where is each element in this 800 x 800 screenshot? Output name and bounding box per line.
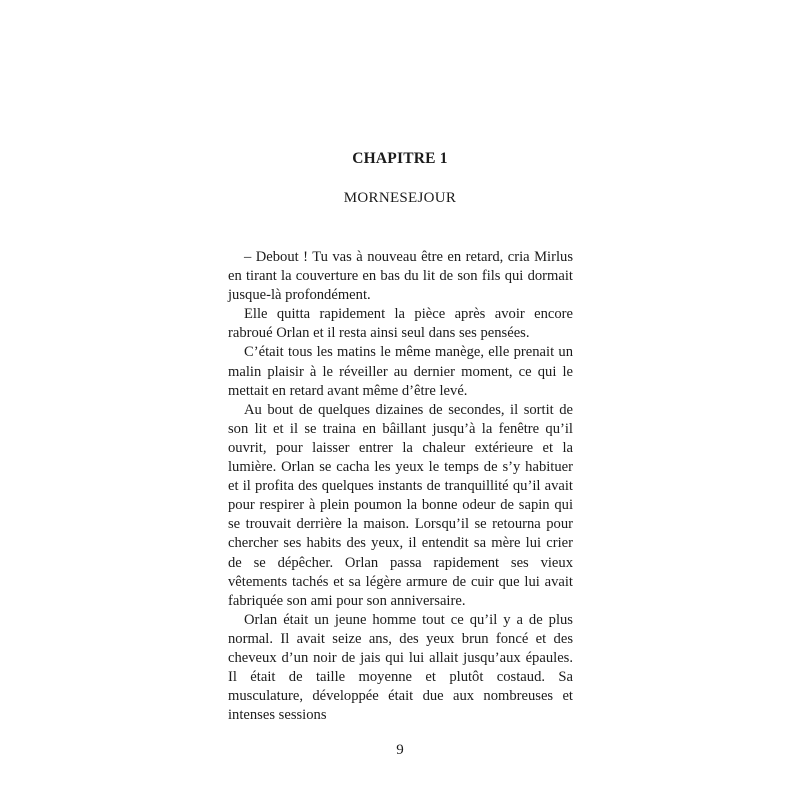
chapter-subtitle: MORNESEJOUR <box>343 190 457 206</box>
chapter-title: CHAPITRE 1 <box>352 150 448 167</box>
body-text <box>228 248 573 725</box>
paragraph: Elle quitta rapidement la pièce après avoir encore rabroué Orlan et il resta ainsi seul dans ses pensées. <box>228 306 573 342</box>
page-number: 9 <box>396 742 404 758</box>
paragraph: Orlan était un jeune homme tout ce qu’il y a de plus normal. Il avait seize ans, des yeux brun foncé et des cheveux d’un noir de jais qui lui allait jusqu’aux épaules. Il était de taille moyenne et plutôt costaud. Sa musculature, développée était due aux nombreuses et intenses sessions <box>228 611 573 724</box>
paragraph: C’était tous les matins le même manège, elle prenait un malin plaisir à le réveiller au dernier moment, ce qui le mettait en retard avant même d’être levé. <box>228 344 573 399</box>
paragraph: Au bout de quelques dizaines de secondes, il sortit de son lit et il se traina en bâillant jusqu’à la fenêtre qu’il ouvrit, pour laisser entrer la chaleur extérieure et la lumière. Orlan se cacha les yeux le temps de s’y habituer et il profita des quelques instants de tranquillité qu’il avait pour respirer à plein poumon la bonne odeur de sapin qui se trouvait derrière la maison. Lorsqu’il se retourna pour chercher ses habits des yeux, il entendit sa mère lui crier de se dépêcher. Orlan passa rapidement ses vieux vêtements tachés et sa légère armure de cuir que lui avait fabriquée son ami pour son anniversaire. <box>228 401 573 609</box>
paragraph: – Debout ! Tu vas à nouveau être en retard, cria Mirlus en tirant la couverture en bas du lit de son fils qui dormait jusque-là profondément. <box>228 249 573 304</box>
